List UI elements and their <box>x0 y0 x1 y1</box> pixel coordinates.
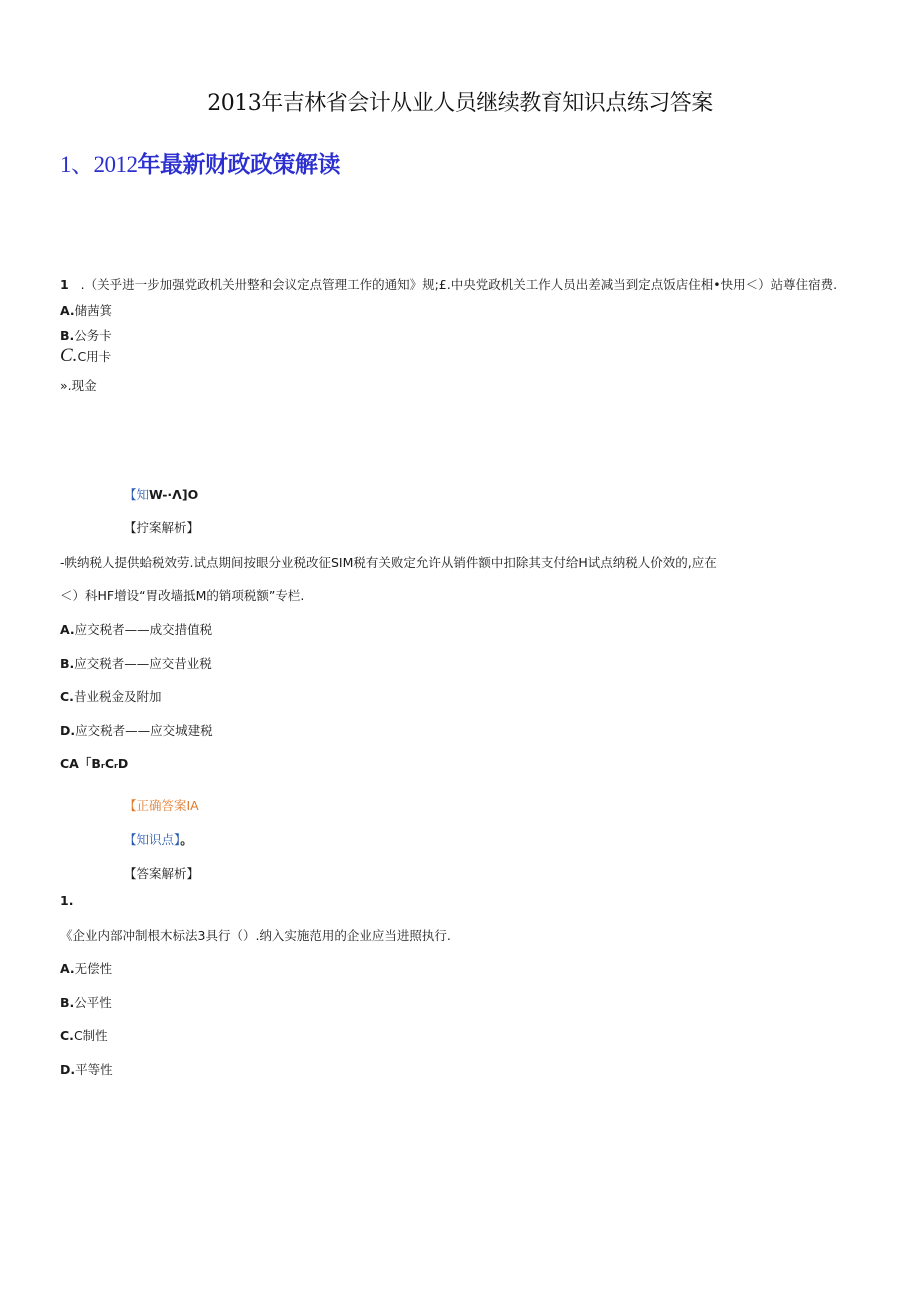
document-title: 2013年吉林省会计从业人员继续教育知识点练习答案 <box>207 91 713 116</box>
section-title: 年最新财政政策解读 <box>137 152 340 178</box>
option-a: A.应交税者——成交措值税 <box>60 622 213 637</box>
question-2-stem-line-1: -帙纳税人提供蛤税效劳.试点期间按眼分业税改征SIM税有关败定允许从销件额中扣除其支付给H试点纳税人价效的,应在 <box>60 555 717 570</box>
option-b: B.应交税者——应交昔业税 <box>60 656 212 671</box>
knowledge-point-tag: 【知W-·Λ]O <box>124 487 199 502</box>
option-c: C.昔业税金及附加 <box>60 689 162 704</box>
option-d: D.应交税者——应交城建税 <box>60 723 213 738</box>
option-c: C.C制性 <box>60 1028 108 1043</box>
option-b: B.公务卡 <box>60 328 112 343</box>
knowledge-point-tag: 【知识点】。 <box>124 832 193 847</box>
section-number: 1、2012 <box>60 152 138 177</box>
answer-analysis-tag: 【拧案解析】 <box>124 520 200 535</box>
option-b: B.公平性 <box>60 995 112 1010</box>
question-text: .（关乎进一步加强党政机关卅整和会议定点管理工作的通知》规;£.中央党政机关工作人员出差减当到定点饭店住相•快用＜）站尊住宿费. <box>80 277 838 292</box>
option-a: A.无偿性 <box>60 961 113 976</box>
question-3-stem: 《企业内部冲制根木标法3具行（）.纳入实施范用的企业应当进照执行. <box>60 928 451 943</box>
answer-analysis-tag: 【答案解析】 <box>124 866 200 881</box>
answer-choices-row: CA「BᵣCᵣD <box>60 756 129 771</box>
question-2-stem-line-2: ＜）科HF增设“胃改墙抵M的销项税额”专栏. <box>60 588 305 603</box>
option-d: ».现金 <box>60 378 97 393</box>
correct-answer-tag: 【正确答案IA <box>124 798 199 813</box>
section-heading <box>60 146 340 179</box>
option-d: D.平等性 <box>60 1062 113 1077</box>
question-number: 1 <box>60 277 69 292</box>
question-3-number: 1. <box>60 893 74 908</box>
option-a: A.储茜箕 <box>60 303 113 318</box>
question-1-stem <box>60 275 837 293</box>
option-c: C.C用卡 <box>60 345 112 366</box>
